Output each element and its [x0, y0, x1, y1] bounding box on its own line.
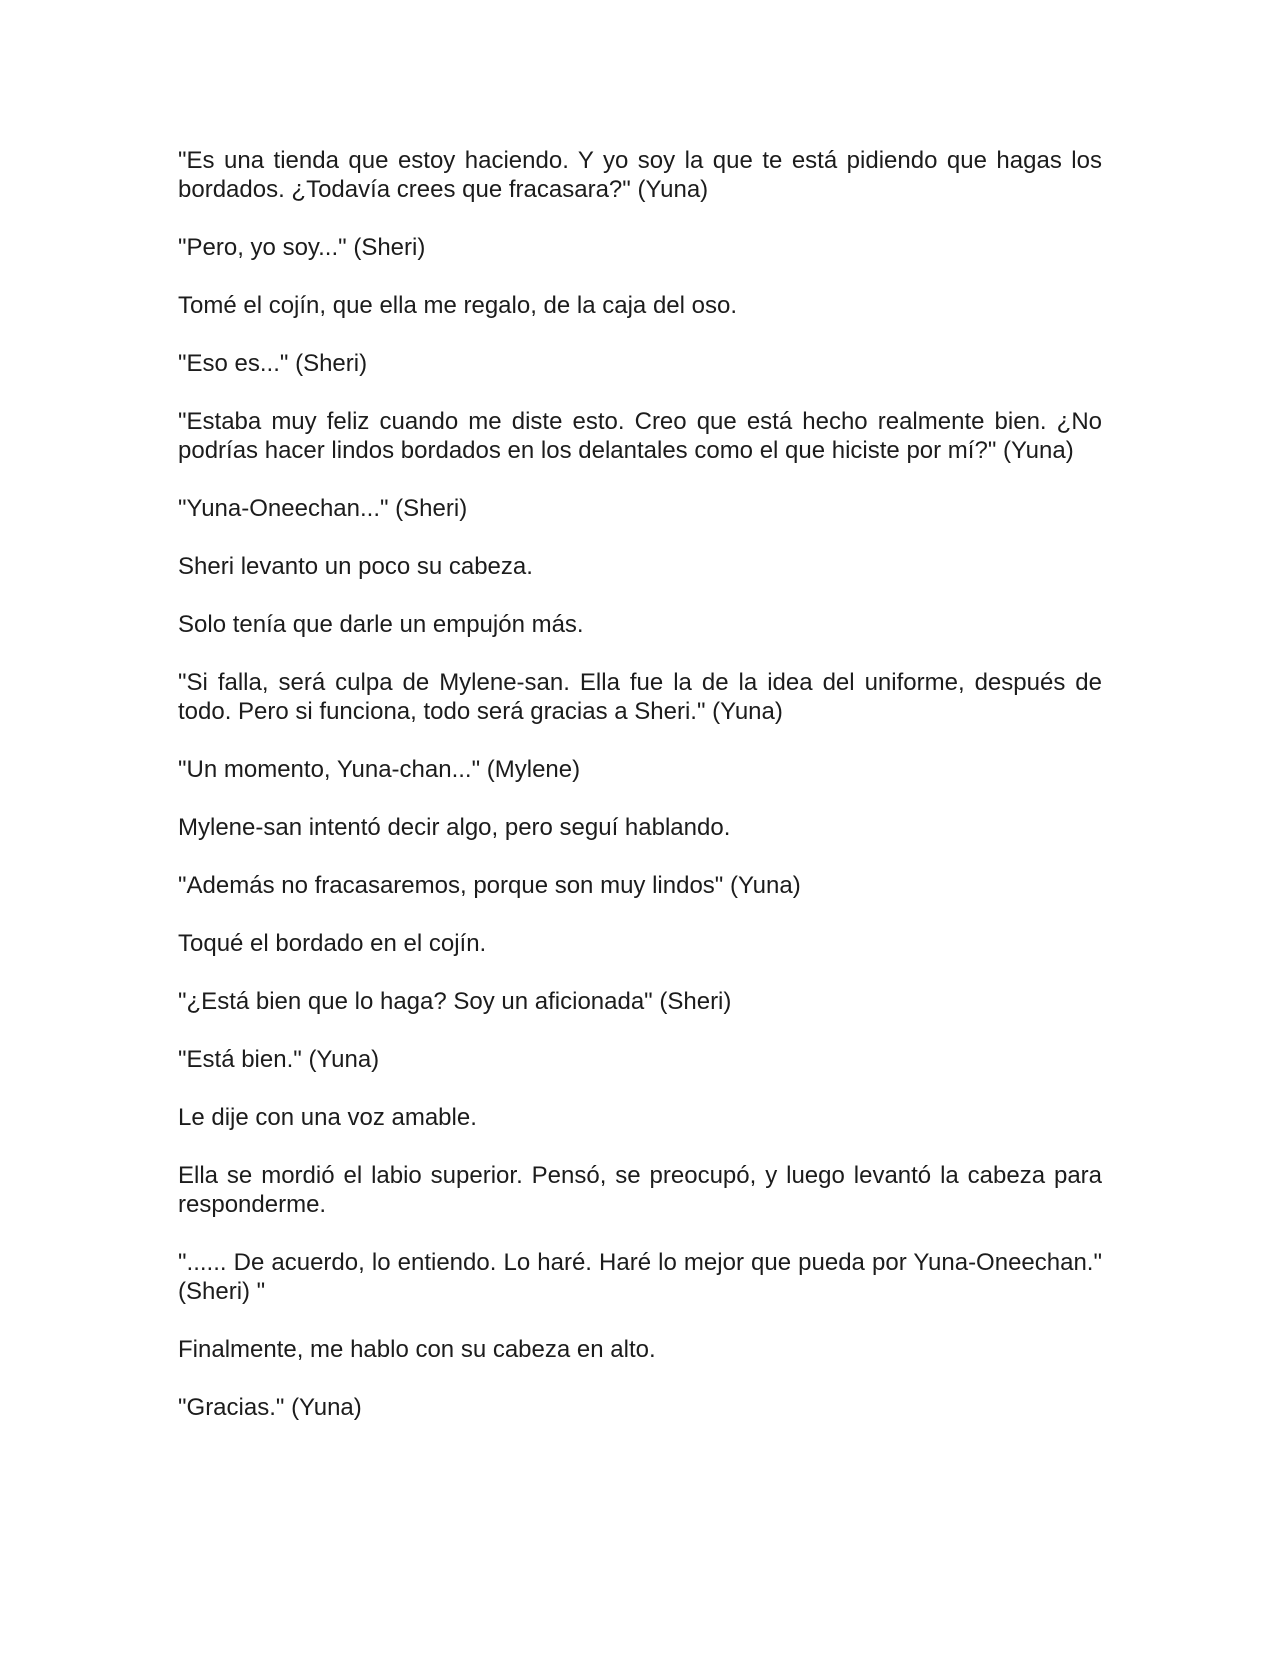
- paragraph: "Es una tienda que estoy haciendo. Y yo soy la que te está pidiendo que hagas los bordados. ¿Todavía crees que fracasara?" (Yuna): [178, 147, 1102, 203]
- paragraph: Ella se mordió el labio superior. Pensó, se preocupó, y luego levantó la cabeza para responderme.: [178, 1162, 1102, 1218]
- document-page: [178, 146, 1102, 1451]
- paragraph: Solo tenía que darle un empujón más.: [178, 611, 584, 638]
- paragraph: "Pero, yo soy..." (Sheri): [178, 234, 426, 261]
- paragraph: Finalmente, me hablo con su cabeza en alto.: [178, 1336, 656, 1363]
- paragraph: Mylene-san intentó decir algo, pero seguí hablando.: [178, 814, 731, 841]
- paragraph: Tomé el cojín, que ella me regalo, de la caja del oso.: [178, 292, 737, 319]
- paragraph: Toqué el bordado en el cojín.: [178, 930, 487, 957]
- paragraph: "¿Está bien que lo haga? Soy un aficionada" (Sheri): [178, 988, 732, 1015]
- paragraph: "Eso es..." (Sheri): [178, 350, 368, 377]
- paragraph: "Yuna-Oneechan..." (Sheri): [178, 495, 468, 522]
- paragraph: Sheri levanto un poco su cabeza.: [178, 553, 533, 580]
- paragraph: "Un momento, Yuna-chan..." (Mylene): [178, 756, 581, 783]
- paragraph: "Gracias." (Yuna): [178, 1394, 362, 1421]
- paragraph: "...... De acuerdo, lo entiendo. Lo haré. Haré lo mejor que pueda por Yuna-Oneechan." (Sheri) ": [178, 1249, 1102, 1305]
- paragraph: Le dije con una voz amable.: [178, 1104, 477, 1131]
- paragraph: "Estaba muy feliz cuando me diste esto. Creo que está hecho realmente bien. ¿No podrías hacer lindos bordados en los delantales como el que hiciste por mí?" (Yuna): [178, 408, 1102, 464]
- paragraph: "Además no fracasaremos, porque son muy lindos" (Yuna): [178, 872, 801, 899]
- paragraph: "Está bien." (Yuna): [178, 1046, 380, 1073]
- paragraph: "Si falla, será culpa de Mylene-san. Ella fue la de la idea del uniforme, después de todo. Pero si funciona, todo será gracias a Sheri." (Yuna): [178, 669, 1102, 725]
